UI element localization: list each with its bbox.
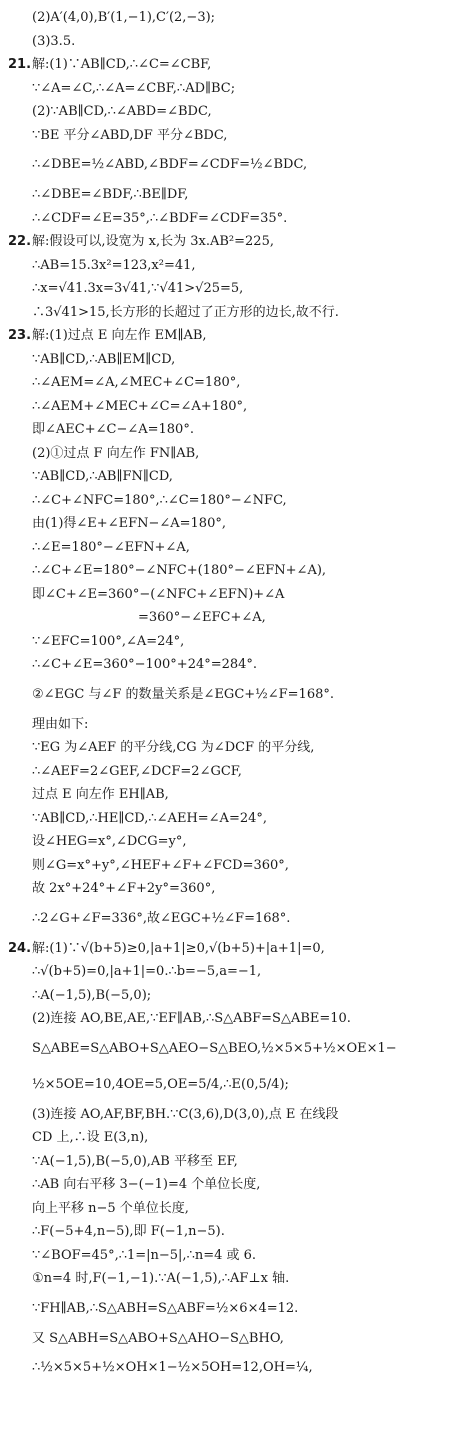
solution-line xyxy=(8,713,471,737)
line-text: ∵∠A=∠C,∴∠A=∠CBF,∴AD∥BC; xyxy=(32,80,236,96)
line-text: ∴∠E=180°−∠EFN+∠A, xyxy=(32,539,190,555)
solution-line xyxy=(8,807,471,831)
line-text: 向上平移 n−5 个单位长度, xyxy=(32,1200,189,1216)
line-text: (3)3.5. xyxy=(32,33,76,49)
solution-line xyxy=(8,677,471,713)
solution-line xyxy=(8,901,471,937)
line-text: ∵∠EFC=100°,∠A=24°, xyxy=(32,633,185,649)
solution-line xyxy=(8,536,471,560)
solution-line xyxy=(8,1150,471,1174)
solution-line xyxy=(8,1220,471,1244)
line-text: ∴2∠G+∠F=336°,故∠EGC+½∠F=168°. xyxy=(32,910,291,926)
line-text: (2)∵AB∥CD,∴∠ABD=∠BDC, xyxy=(32,104,212,119)
solution-line xyxy=(8,277,471,301)
line-text: ∵BE 平分∠ABD,DF 平分∠BDC, xyxy=(32,127,228,143)
solution-line xyxy=(8,77,471,101)
line-text: ∴∠AEM=∠A,∠MEC+∠C=180°, xyxy=(32,375,241,390)
solution-line xyxy=(8,736,471,760)
problem-number: 23. xyxy=(8,328,32,343)
problem-heading-line xyxy=(8,230,471,254)
line-text: ∴√(b+5)=0,|a+1|=0.∴b=−5,a=−1, xyxy=(32,964,262,979)
line-text: ∴∠C+∠E=180°−∠NFC+(180°−∠EFN+∠A), xyxy=(32,563,327,578)
solution-line xyxy=(8,854,471,878)
solution-line xyxy=(8,630,471,654)
solution-line xyxy=(8,783,471,807)
solution-line xyxy=(8,1197,471,1221)
solution-line xyxy=(8,442,471,466)
line-text: ∴∠AEF=2∠GEF,∠DCF=2∠GCF, xyxy=(32,763,242,779)
line-text: ②∠EGC 与∠F 的数量关系是∠EGC+½∠F=168°. xyxy=(32,686,335,702)
line-text: ∵∠BOF=45°,∴1=|n−5|,∴n=4 或 6. xyxy=(32,1247,257,1263)
solution-line xyxy=(8,1291,471,1327)
line-text: ∴∠DBE=½∠ABD,∠BDF=∠CDF=½∠BDC, xyxy=(32,157,308,172)
line-text: 即∠C+∠E=360°−(∠NFC+∠EFN)+∠A xyxy=(32,586,285,602)
line-text: ∵AB∥CD,∴HE∥CD,∴∠AEH=∠A=24°, xyxy=(32,810,268,826)
line-text: 由(1)得∠E+∠EFN−∠A=180°, xyxy=(32,516,226,531)
solution-line xyxy=(8,301,471,325)
solution-line xyxy=(8,960,471,984)
solution-line xyxy=(8,465,471,489)
solution-line xyxy=(8,100,471,124)
line-text: ½×5OE=10,4OE=5,OE=5/4,∴E(0,5/4); xyxy=(32,1076,289,1092)
line-text: (2)连接 AO,BE,AE,∵EF∥AB,∴S△ABF=S△ABE=10. xyxy=(32,1011,351,1026)
solution-line xyxy=(8,606,471,630)
line-text: 解:(1)过点 E 向左作 EM∥AB, xyxy=(32,328,207,343)
solution-line xyxy=(8,489,471,513)
line-text: (3)连接 AO,AF,BF,BH.∵C(3,6),D(3,0),点 E 在线段 xyxy=(32,1106,339,1122)
line-text: 设∠HEG=x°,∠DCG=y°, xyxy=(32,834,187,849)
line-text: ∴x=√41.3x=3√41,∵√41>√25=5, xyxy=(32,281,244,296)
solution-line xyxy=(8,1350,471,1386)
line-text: ∵AB∥CD,∴AB∥FN∥CD, xyxy=(32,469,173,484)
solution-line xyxy=(8,877,471,901)
solution-line xyxy=(8,1126,471,1150)
line-text: (2)①过点 F 向左作 FN∥AB, xyxy=(32,445,200,461)
problem-number: 21. xyxy=(8,57,32,72)
problem-number: 24. xyxy=(8,940,32,956)
solution-line xyxy=(8,984,471,1008)
solution-line xyxy=(8,653,471,677)
line-text: =360°−∠EFC+∠A, xyxy=(138,610,266,625)
solution-line xyxy=(8,418,471,442)
line-text: ∴AB=15.3x²=123,x²=41, xyxy=(32,257,196,273)
solution-line xyxy=(8,1007,471,1031)
line-text: S△ABE=S△ABO+S△AEO−S△BEO,½×5×5+½×OE×1− xyxy=(32,1040,397,1056)
line-text: 解:假设可以,设宽为 x,长为 3x.AB²=225, xyxy=(32,234,274,249)
solution-line xyxy=(8,830,471,854)
solution-line xyxy=(8,760,471,784)
line-text: ∴A(−1,5),B(−5,0); xyxy=(32,987,152,1003)
solution-line xyxy=(8,124,471,148)
problem-heading-line xyxy=(8,324,471,348)
solution-line xyxy=(8,1103,471,1127)
line-text: ∵AB∥CD,∴AB∥EM∥CD, xyxy=(32,351,176,367)
line-text: ∴½×5×5+½×OH×1−½×5OH=12,OH=¼, xyxy=(32,1360,313,1375)
line-text: 故 2x°+24°+∠F+2y°=360°, xyxy=(32,881,216,896)
solution-line xyxy=(8,559,471,583)
solution-line xyxy=(8,1031,471,1067)
line-text: (2)A′(4,0),B′(1,−1),C′(2,−3); xyxy=(32,10,216,25)
solution-line xyxy=(8,1327,471,1351)
solution-line xyxy=(8,395,471,419)
line-text: ∴∠DBE=∠BDF,∴BE∥DF, xyxy=(32,187,189,202)
solution-line xyxy=(8,207,471,231)
line-text: CD 上,∴设 E(3,n), xyxy=(32,1130,149,1145)
line-text: ∴3√41>15,长方形的长超过了正方形的边长,故不行. xyxy=(32,304,339,320)
line-text: ∴∠C+∠NFC=180°,∴∠C=180°−∠NFC, xyxy=(32,492,287,508)
line-text: ∵EG 为∠AEF 的平分线,CG 为∠DCF 的平分线, xyxy=(32,740,315,755)
solution-line xyxy=(8,1173,471,1197)
solution-line xyxy=(8,1267,471,1291)
line-text: 又 S△ABH=S△ABO+S△AHO−S△BHO, xyxy=(32,1330,284,1346)
line-text: ∵FH∥AB,∴S△ABH=S△ABF=½×6×4=12. xyxy=(32,1300,299,1316)
line-text: ∵A(−1,5),B(−5,0),AB 平移至 EF, xyxy=(32,1153,238,1169)
line-text: 则∠G=x°+y°,∠HEF+∠F+∠FCD=360°, xyxy=(32,857,289,873)
solution-line xyxy=(8,1067,471,1103)
line-text: ∴∠C+∠E=360°−100°+24°=284°. xyxy=(32,657,258,672)
problem-heading-line xyxy=(8,937,471,961)
solution-line xyxy=(8,371,471,395)
line-text: 即∠AEC+∠C−∠A=180°. xyxy=(32,422,194,437)
problem-number: 22. xyxy=(8,234,32,249)
solution-line xyxy=(8,512,471,536)
line-text: ∴AB 向右平移 3−(−1)=4 个单位长度, xyxy=(32,1177,261,1192)
solution-line xyxy=(8,183,471,207)
line-text: 解:(1)∵√(b+5)≥0,|a+1|≥0,√(b+5)+|a+1|=0, xyxy=(32,940,325,956)
line-text: ∴∠AEM+∠MEC+∠C=∠A+180°, xyxy=(32,398,248,414)
solution-line xyxy=(8,254,471,278)
solution-line xyxy=(8,147,471,183)
solution-line xyxy=(8,30,471,54)
line-text: ∴F(−5+4,n−5),即 F(−1,n−5). xyxy=(32,1224,225,1239)
line-text: ∴∠CDF=∠E=35°,∴∠BDF=∠CDF=35°. xyxy=(32,210,288,226)
solution-line xyxy=(8,6,471,30)
solution-line xyxy=(8,348,471,372)
line-text: 过点 E 向左作 EH∥AB, xyxy=(32,787,169,802)
line-text: 解:(1)∵AB∥CD,∴∠C=∠CBF, xyxy=(32,57,212,72)
line-text: 理由如下: xyxy=(32,716,89,732)
problem-heading-line xyxy=(8,53,471,77)
line-text: ①n=4 时,F(−1,−1).∵A(−1,5),∴AF⊥x 轴. xyxy=(32,1271,290,1286)
solution-line xyxy=(8,583,471,607)
solution-line xyxy=(8,1244,471,1268)
